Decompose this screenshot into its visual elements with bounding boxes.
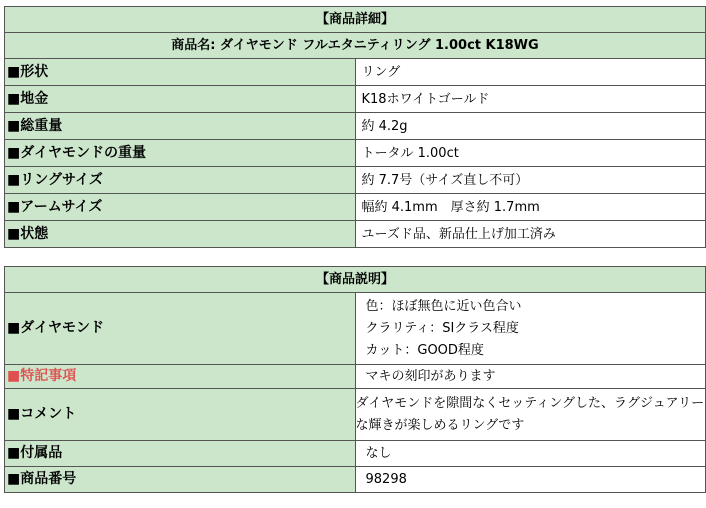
product-description-table xyxy=(4,266,706,493)
diamond-cut: カット：GOOD程度 xyxy=(365,342,484,358)
accessories-value: なし xyxy=(355,441,706,467)
ring-size-value: 約 7.7号（サイズ直し不可） xyxy=(355,167,706,194)
description-header: 【商品説明】 xyxy=(5,267,706,293)
item-number-label: ■商品番号 xyxy=(5,467,356,493)
condition-label: ■状態 xyxy=(5,221,356,248)
total-weight-value: 約 4.2g xyxy=(355,113,706,140)
details-header: 【商品詳細】 xyxy=(5,7,706,33)
item-number-value: 98298 xyxy=(355,467,706,493)
diamond-weight-label: ■ダイヤモンドの重量 xyxy=(5,140,356,167)
comment-label: ■コメント xyxy=(5,389,356,441)
product-details-table xyxy=(4,6,706,248)
product-name: 商品名: ダイヤモンド フルエタニティリング 1.00ct K18WG xyxy=(5,33,706,59)
arm-size-value: 幅約 4.1mm 厚さ約 1.7mm xyxy=(355,194,706,221)
comment-value: ダイヤモンドを隙間なくセッティングした、ラグジュアリーな輝きが楽しめるリングです xyxy=(355,389,706,441)
diamond-color: 色：ほぼ無色に近い色合い xyxy=(365,298,522,314)
ring-size-label: ■リングサイズ xyxy=(5,167,356,194)
shape-value: リング xyxy=(355,59,706,86)
diamond-spec xyxy=(355,293,706,365)
diamond-label: ■ダイヤモンド xyxy=(5,293,356,365)
special-notes-value: マキの刻印があります xyxy=(355,365,706,389)
arm-size-label: ■アームサイズ xyxy=(5,194,356,221)
condition-value: ユーズド品、新品仕上げ加工済み xyxy=(355,221,706,248)
diamond-clarity: クラリティ：SIクラス程度 xyxy=(365,320,519,336)
shape-label: ■形状 xyxy=(5,59,356,86)
special-notes-label: ■特記事項 xyxy=(5,365,356,389)
diamond-weight-value: トータル 1.00ct xyxy=(355,140,706,167)
metal-value: K18ホワイトゴールド xyxy=(355,86,706,113)
metal-label: ■地金 xyxy=(5,86,356,113)
total-weight-label: ■総重量 xyxy=(5,113,356,140)
accessories-label: ■付属品 xyxy=(5,441,356,467)
